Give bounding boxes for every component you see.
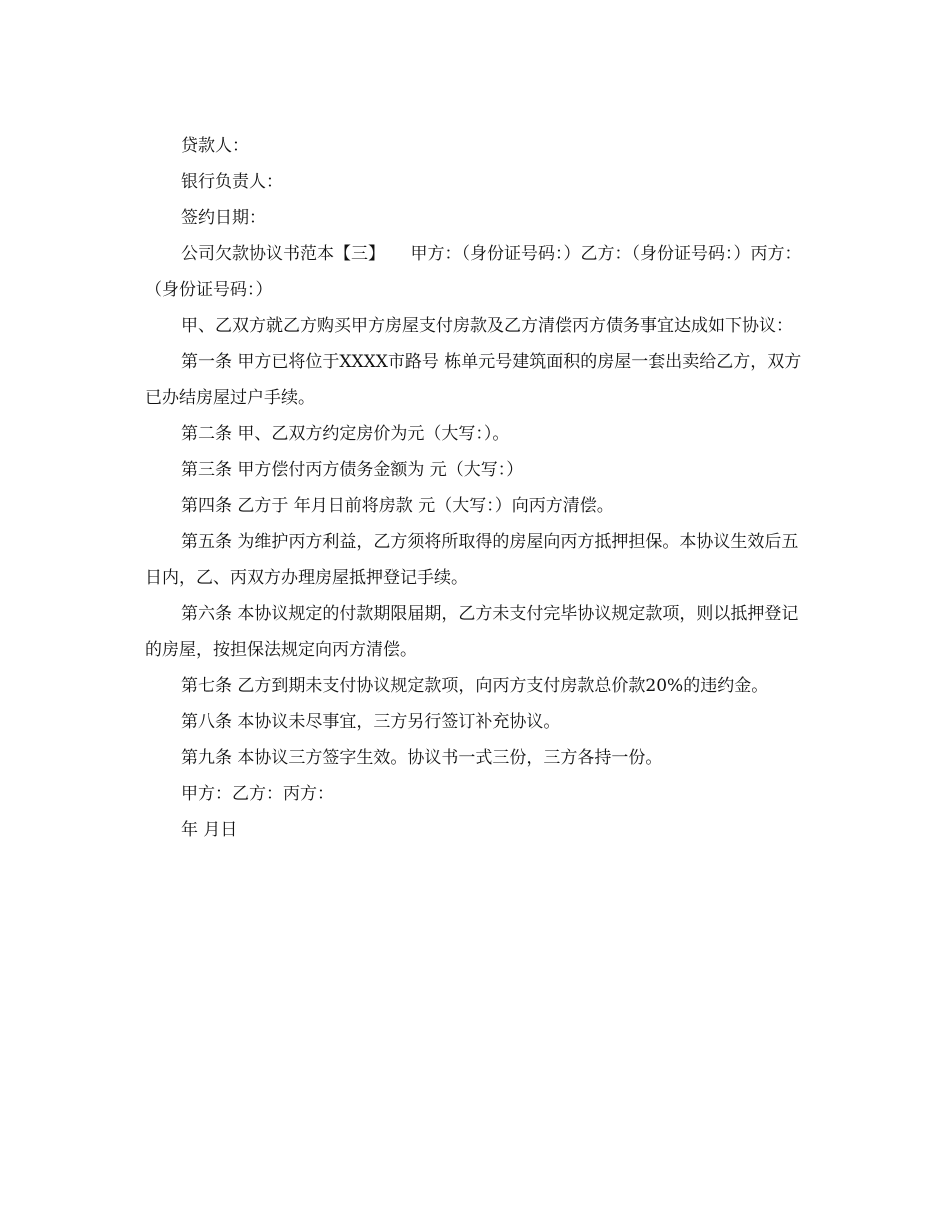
preamble-paragraph: 甲、乙双方就乙方购买甲方房屋支付房款及乙方清偿丙方债务事宜达成如下协议： (181, 316, 793, 336)
lender-line: 贷款人： (181, 136, 249, 156)
agreement-title-and-parties: 公司欠款协议书范本【三】 甲方：（身份证号码：）乙方：（身份证号码：）丙方：（身份证号码：） (145, 244, 802, 300)
article-4: 第四条 乙方于 年月日前将房款 元（大写：）向丙方清偿。 (181, 496, 614, 516)
article-7: 第七条 乙方到期未支付协议规定款项，向丙方支付房款总价款20%的违约金。 (181, 676, 769, 696)
document-body (145, 128, 805, 848)
article-8: 第八条 本协议未尽事宜，三方另行签订补充协议。 (181, 712, 561, 732)
article-5: 第五条 为维护丙方利益，乙方须将所取得的房屋向丙方抵押担保。本协议生效后五日内，乙、丙双方办理房屋抵押登记手续。 (145, 532, 799, 588)
date-line: 年 月日 (181, 820, 238, 840)
article-3: 第三条 甲方偿付丙方债务金额为 元（大写：） (181, 460, 524, 480)
signature-parties-line: 甲方：乙方：丙方： (181, 784, 334, 804)
article-6: 第六条 本协议规定的付款期限届期，乙方未支付完毕协议规定款项，则以抵押登记的房屋，按担保法规定向丙方清偿。 (145, 604, 799, 660)
bank-manager-line: 银行负责人： (181, 172, 283, 192)
article-1: 第一条 甲方已将位于XXXX市路号 栋单元号建筑面积的房屋一套出卖给乙方，双方已办结房屋过户手续。 (145, 352, 802, 408)
article-9: 第九条 本协议三方签字生效。协议书一式三份，三方各持一份。 (181, 748, 663, 768)
signing-date-line: 签约日期： (181, 208, 266, 228)
article-2: 第二条 甲、乙双方约定房价为元（大写：）。 (181, 424, 510, 444)
